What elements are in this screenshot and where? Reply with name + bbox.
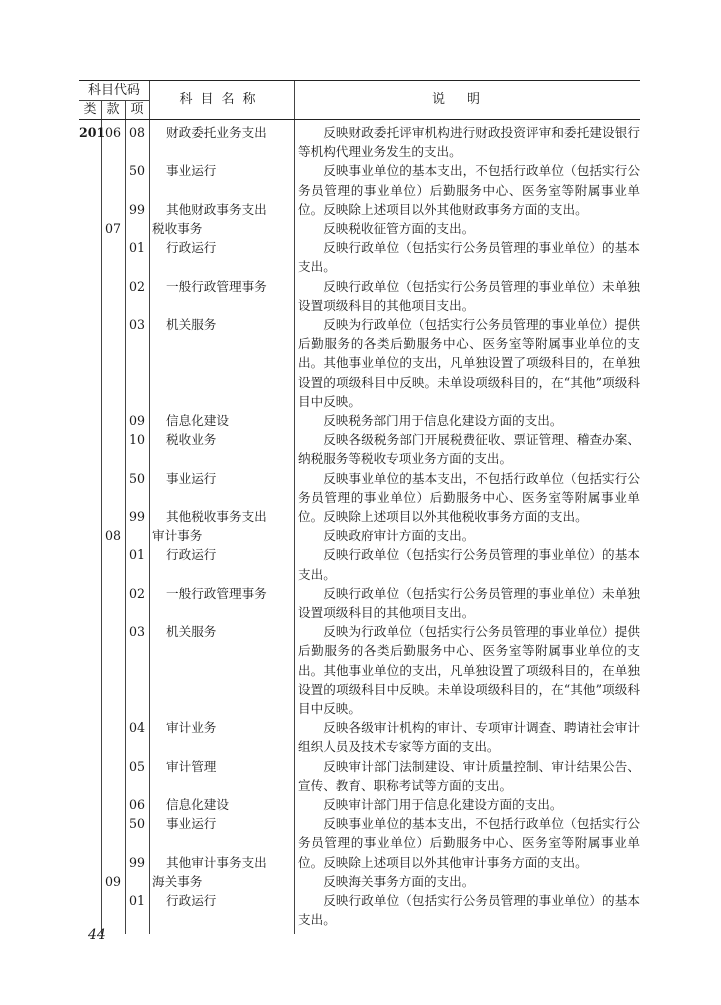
cell-xiang: 01 — [129, 547, 146, 563]
cell-name: 审计业务 — [166, 720, 217, 736]
cell-desc: 反映行政单位（包括实行公务员管理的事业单位）未单独设置项级科目的其他项目支出。 — [298, 585, 640, 620]
cell-name: 信息化建设 — [166, 797, 229, 812]
expenditure-table — [79, 80, 640, 934]
cell-name: 信息化建设 — [166, 413, 229, 428]
cell-kuan: 07 — [104, 221, 122, 236]
cell-xiang: 50 — [129, 470, 146, 486]
cell-xiang: 02 — [129, 278, 146, 294]
cell-xiang: 05 — [129, 758, 146, 774]
header-lei: 类 — [83, 102, 97, 117]
cell-xiang: 03 — [129, 317, 146, 332]
cell-desc: 反映行政单位（包括实行公务员管理的事业单位）的基本支出。 — [298, 547, 640, 582]
cell-xiang: 01 — [129, 240, 146, 256]
cell-desc: 反映审计部门用于信息化建设方面的支出。 — [323, 797, 563, 812]
cell-name: 审计管理 — [166, 758, 217, 774]
cell-name: 行政运行 — [166, 893, 217, 908]
cell-name: 财政委托业务支出 — [166, 125, 267, 140]
cell-desc: 反映行政单位（包括实行公务员管理的事业单位）的基本支出。 — [298, 893, 640, 928]
cell-desc: 反映除上述项目以外其他税收事务方面的支出。 — [323, 509, 588, 524]
cell-desc: 反映除上述项目以外其他审计事务方面的支出。 — [323, 854, 588, 870]
cell-xiang: 06 — [129, 797, 146, 812]
cell-desc: 反映行政单位（包括实行公务员管理的事业单位）未单独设置项级科目的其他项目支出。 — [298, 278, 640, 313]
cell-desc: 反映事业单位的基本支出，不包括行政单位（包括实行公务员管理的事业单位）后勤服务中心、医务室等附属事业单位。 — [298, 163, 640, 217]
cell-kuan: 06 — [104, 125, 122, 140]
cell-desc: 反映为行政单位（包括实行公务员管理的事业单位）提供后勤服务的各类后勤服务中心、医务室等附属事业单位的支出。其他事业单位的支出，凡单独设置了项级科目的，在单独设置的项级科目中反映。未单设项级科目的，在“其他”项级科目中反映。 — [298, 624, 640, 716]
cell-xiang: 99 — [129, 854, 146, 870]
cell-desc: 反映海关事务方面的支出。 — [323, 873, 475, 889]
cell-xiang: 10 — [129, 432, 146, 448]
cell-lei: 201 — [79, 125, 106, 140]
cell-xiang: 04 — [129, 720, 146, 736]
cell-name: 其他财政事务支出 — [166, 201, 267, 217]
cell-name: 事业运行 — [166, 163, 217, 179]
cell-name: 行政运行 — [166, 547, 217, 563]
cell-xiang: 50 — [129, 163, 146, 179]
cell-desc: 反映为行政单位（包括实行公务员管理的事业单位）提供后勤服务的各类后勤服务中心、医务室等附属事业单位的支出。其他事业单位的支出，凡单独设置了项级科目的，在单独设置的项级科目中反映。未单设项级科目的，在“其他”项级科目中反映。 — [298, 317, 640, 409]
header-code-group: 科目代码 — [79, 81, 149, 101]
cell-name: 海关事务 — [152, 873, 203, 889]
header-kuan: 款 — [106, 102, 120, 117]
cell-xiang: 99 — [129, 201, 146, 217]
cell-name: 行政运行 — [166, 240, 217, 256]
cell-xiang: 50 — [129, 816, 146, 832]
cell-name: 税收事务 — [152, 221, 203, 236]
table-body — [79, 120, 640, 934]
cell-desc: 反映审计部门法制建设、审计质量控制、审计结果公告、宣传、教育、职称考试等方面的支出。 — [298, 758, 640, 793]
cell-xiang: 09 — [129, 413, 146, 428]
table-header — [79, 80, 640, 120]
cell-desc: 反映事业单位的基本支出，不包括行政单位（包括实行公务员管理的事业单位）后勤服务中心、医务室等附属事业单位。 — [298, 470, 640, 524]
cell-desc: 反映财政委托评审机构进行财政投资评审和委托建设银行等机构代理业务发生的支出。 — [298, 125, 640, 160]
cell-name: 一般行政管理事务 — [166, 278, 267, 294]
cell-xiang: 01 — [129, 893, 146, 908]
cell-kuan: 09 — [104, 873, 122, 889]
cell-name: 其他审计事务支出 — [166, 854, 267, 870]
cell-xiang: 02 — [129, 585, 146, 601]
cell-kuan: 08 — [104, 528, 122, 544]
cell-desc: 反映事业单位的基本支出，不包括行政单位（包括实行公务员管理的事业单位）后勤服务中心、医务室等附属事业单位。 — [298, 816, 640, 870]
cell-name: 税收业务 — [166, 432, 217, 448]
cell-name: 其他税收事务支出 — [166, 509, 267, 524]
cell-desc: 反映税务部门用于信息化建设方面的支出。 — [323, 413, 563, 428]
cell-desc: 反映政府审计方面的支出。 — [323, 528, 475, 544]
header-xiang: 项 — [130, 102, 144, 117]
cell-name: 机关服务 — [166, 624, 217, 640]
cell-desc: 反映行政单位（包括实行公务员管理的事业单位）的基本支出。 — [298, 240, 640, 275]
header-desc: 说明 — [431, 92, 502, 107]
page-number: 44 — [88, 927, 106, 943]
cell-xiang: 08 — [129, 125, 146, 140]
cell-name: 机关服务 — [166, 317, 217, 332]
cell-desc: 反映各级审计机构的审计、专项审计调查、聘请社会审计组织人员及技术专家等方面的支出。 — [298, 720, 640, 755]
cell-name: 一般行政管理事务 — [166, 585, 267, 601]
cell-xiang: 03 — [129, 624, 146, 640]
cell-name: 审计事务 — [152, 528, 203, 544]
cell-desc: 反映税收征管方面的支出。 — [323, 221, 475, 236]
cell-desc: 反映各级税务部门开展税费征收、票证管理、稽查办案、纳税服务等税收专项业务方面的支出。 — [298, 432, 640, 467]
cell-name: 事业运行 — [166, 816, 217, 832]
header-name: 科目名称 — [179, 92, 264, 107]
cell-desc: 反映除上述项目以外其他财政事务方面的支出。 — [323, 201, 588, 217]
cell-name: 事业运行 — [166, 470, 217, 486]
cell-xiang: 99 — [129, 509, 146, 524]
